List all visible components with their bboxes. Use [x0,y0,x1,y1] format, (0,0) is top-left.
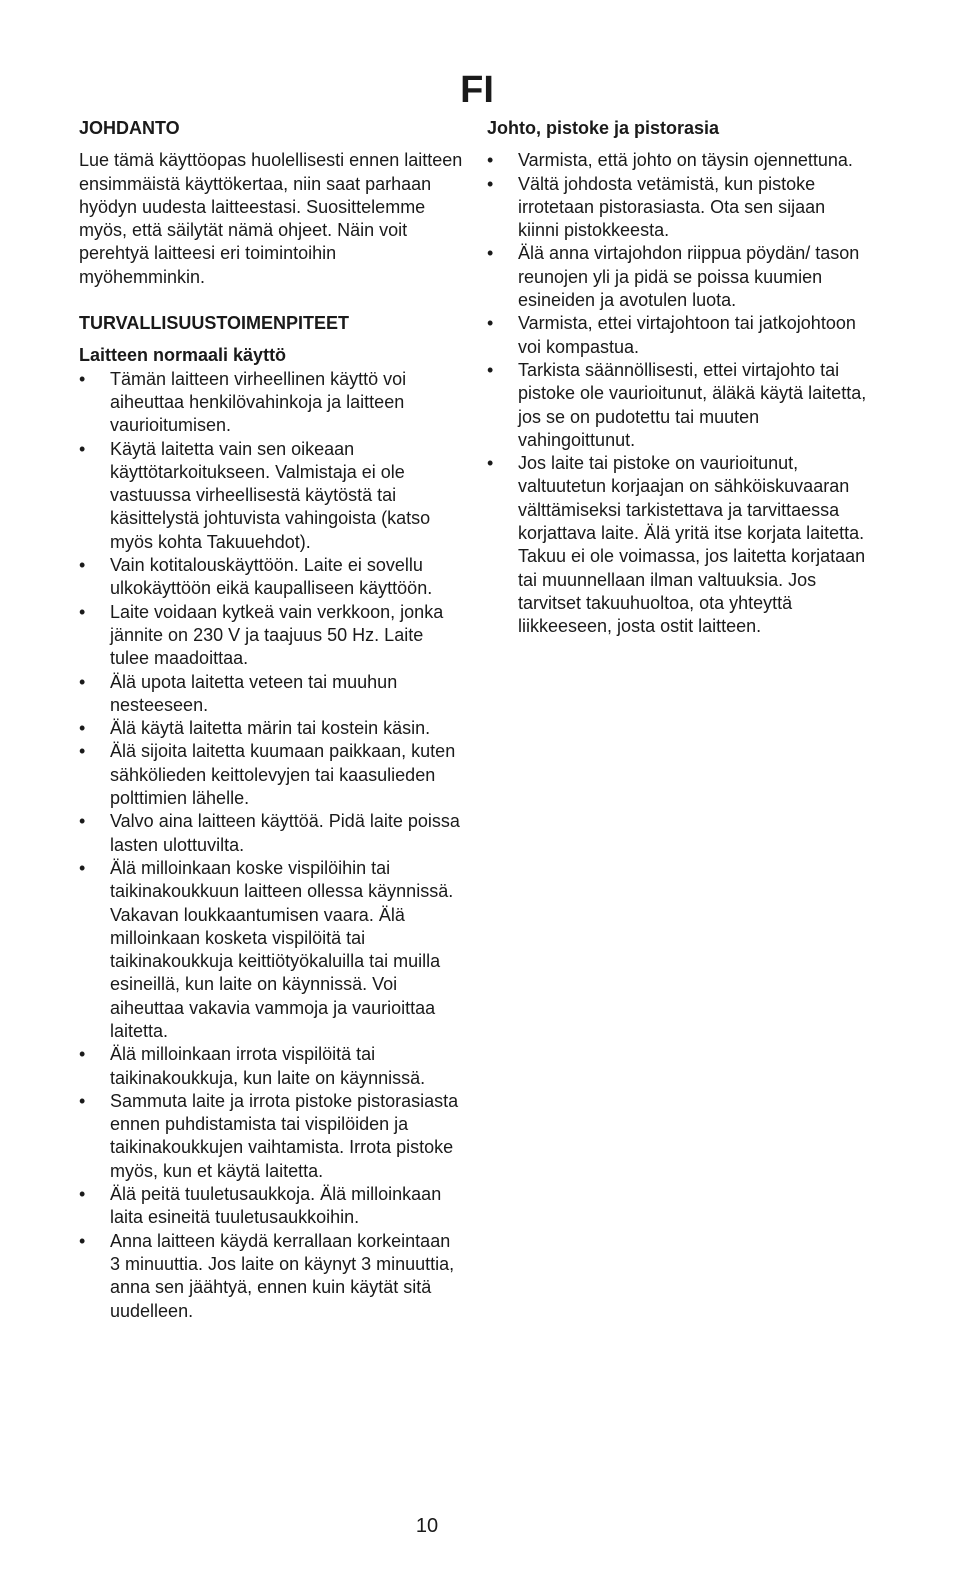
list-item-text: Valvo aina laitteen käyttöä. Pidä laite poissa lasten ulottuvilta. [110,811,460,855]
intro-heading: JOHDANTO [79,118,180,138]
section-gap [79,289,464,312]
cord-plug-list [487,149,867,638]
list-item [79,1043,464,1090]
list-item-text: Käytä laitetta vain sen oikeaan käyttötarkoitukseen. Valmistaja ei ole vastuussa virheellisestä käytöstä tai käsittelystä johtuvista vahingoista (katso myös kohta Takuuehdot). [110,438,431,552]
list-item-text: Tarkista säännöllisesti, ettei virtajohto tai pistoke ole vaurioitunut, äläkä käytä laitetta, jos se on pudotettu tai muuten vahingoittunut. [518,359,867,450]
bullet-icon: • [79,811,86,832]
list-item [487,452,867,638]
list-item [487,242,867,312]
page-number: 10 [415,1515,439,1537]
bullet-icon: • [79,1044,86,1065]
bullet-icon: • [79,1230,86,1251]
list-item-text: Varmista, ettei virtajohtoon tai jatkojohtoon voi kompastua. [518,313,856,357]
heading-spacer [487,140,867,149]
list-item-text: Varmista, että johto on täysin ojennettuna. [518,150,853,171]
list-item-text: Tämän laitteen virheellinen käyttö voi aiheuttaa henkilövahinkoja ja laitteen vaurioitumisen. [110,368,407,436]
list-item-text: Älä milloinkaan irrota vispilöitä tai taikinakoukkuja, kun laite on käynnissä. [110,1044,426,1088]
list-item-text: Älä sijoita laitetta kuumaan paikkaan, kuten sähkölieden keittolevyjen tai kaasulieden polttimien lähelle. [110,741,456,809]
list-item [79,1183,464,1230]
bullet-icon: • [487,243,494,264]
bullet-icon: • [79,555,86,576]
intro-paragraph: Lue tämä käyttöopas huolellisesti ennen laitteen ensimmäistä käyttökertaa, niin saat parhaan hyödyn uudesta laitteestasi. Suosittelemme myös, että säilytät nämä ohjeet. Näin voit perehtyä laitteesi eri toimintoihin myöhemminkin. [79,150,463,287]
list-item [79,601,464,671]
list-item-text: Sammuta laite ja irrota pistoke pistorasiasta ennen puhdistamista tai vispilöiden ja taikinakoukkujen vaihtamista. Irrota pistoke myös, kun et käytä laitetta. [110,1090,459,1181]
bullet-icon: • [487,150,494,171]
bullet-icon: • [79,1090,86,1111]
left-column [79,117,464,1323]
list-item [487,149,867,172]
safety-list [79,368,464,1323]
bullet-icon: • [79,857,86,878]
list-item [487,312,867,359]
bullet-icon: • [79,718,86,739]
list-item [79,554,464,601]
bullet-icon: • [487,313,494,334]
list-item [79,1230,464,1323]
list-item-text: Vältä johdosta vetämistä, kun pistoke irrotetaan pistorasiasta. Ota sen sijaan kiinni pistokkeesta. [518,173,826,241]
language-code: FI [460,69,494,111]
list-item-text: Älä milloinkaan koske vispilöihin tai taikinakoukkuun laitteen ollessa käynnissä. Vakavan loukkaantumisen vaara. Älä milloinkaan kosketa vispilöitä tai taikinakoukkuja keittiötyökaluilla tai muilla esineillä, kun laite on käynnissä. Voi aiheuttaa vakavia vammoja ja vaurioittaa laitetta. [110,857,454,1041]
list-item-text: Älä peitä tuuletusaukkoja. Älä milloinkaan laita esineitä tuuletusaukkoihin. [110,1184,442,1228]
bullet-icon: • [79,741,86,762]
list-item [79,368,464,438]
cord-plug-heading: Johto, pistoke ja pistorasia [487,118,720,138]
list-item-text: Laite voidaan kytkeä vain verkkoon, jonka jännite on 230 V ja taajuus 50 Hz. Laite tulee maadoittaa. [110,601,444,669]
bullet-icon: • [79,601,86,622]
bullet-icon: • [487,453,494,474]
list-item-text: Vain kotitalouskäyttöön. Laite ei sovellu ulkokäyttöön eikä kaupalliseen käyttöön. [110,555,433,599]
bullet-icon: • [79,1184,86,1205]
list-item [79,740,464,810]
list-item [79,857,464,1043]
list-item [79,717,464,740]
list-item [79,438,464,554]
list-item-text: Älä käytä laitetta märin tai kostein käsin. [110,718,431,739]
list-item-text: Jos laite tai pistoke on vaurioitunut, valtuutetun korjaajan on sähköiskuvaaran välttämiseksi tarkistettava ja tarvittaessa korjattava laite. Älä yritä itse korjata laitetta. Takuu ei ole voimassa, jos laitetta korjataan tai muunnellaan ilman valtuuksia. Jos tarvitset takuuhuoltoa, ota yhteyttä liikkeeseen, josta ostit laitteen. [518,453,866,637]
list-item [79,1090,464,1183]
right-column [487,117,867,639]
bullet-icon: • [487,173,494,194]
list-item [487,173,867,243]
bullet-icon: • [79,368,86,389]
list-item-text: Anna laitteen käydä kerrallaan korkeintaan 3 minuuttia. Jos laite on käynyt 3 minuuttia, anna sen jäähtyä, ennen kuin käytät sitä uudelleen. [110,1230,455,1321]
bullet-icon: • [487,359,494,380]
normal-use-heading: Laitteen normaali käyttö [79,345,287,366]
list-item [79,671,464,718]
bullet-icon: • [79,671,86,692]
bullet-icon: • [79,438,86,459]
list-item [79,810,464,857]
list-item-text: Älä upota laitetta veteen tai muuhun nesteeseen. [110,671,398,715]
safety-heading: TURVALLISUUSTOIMENPITEET [79,313,350,334]
list-item-text: Älä anna virtajohdon riippua pöydän/ tason reunojen yli ja pidä se poissa kuumien esineiden ja avotulen luota. [518,243,860,311]
list-item [487,359,867,452]
